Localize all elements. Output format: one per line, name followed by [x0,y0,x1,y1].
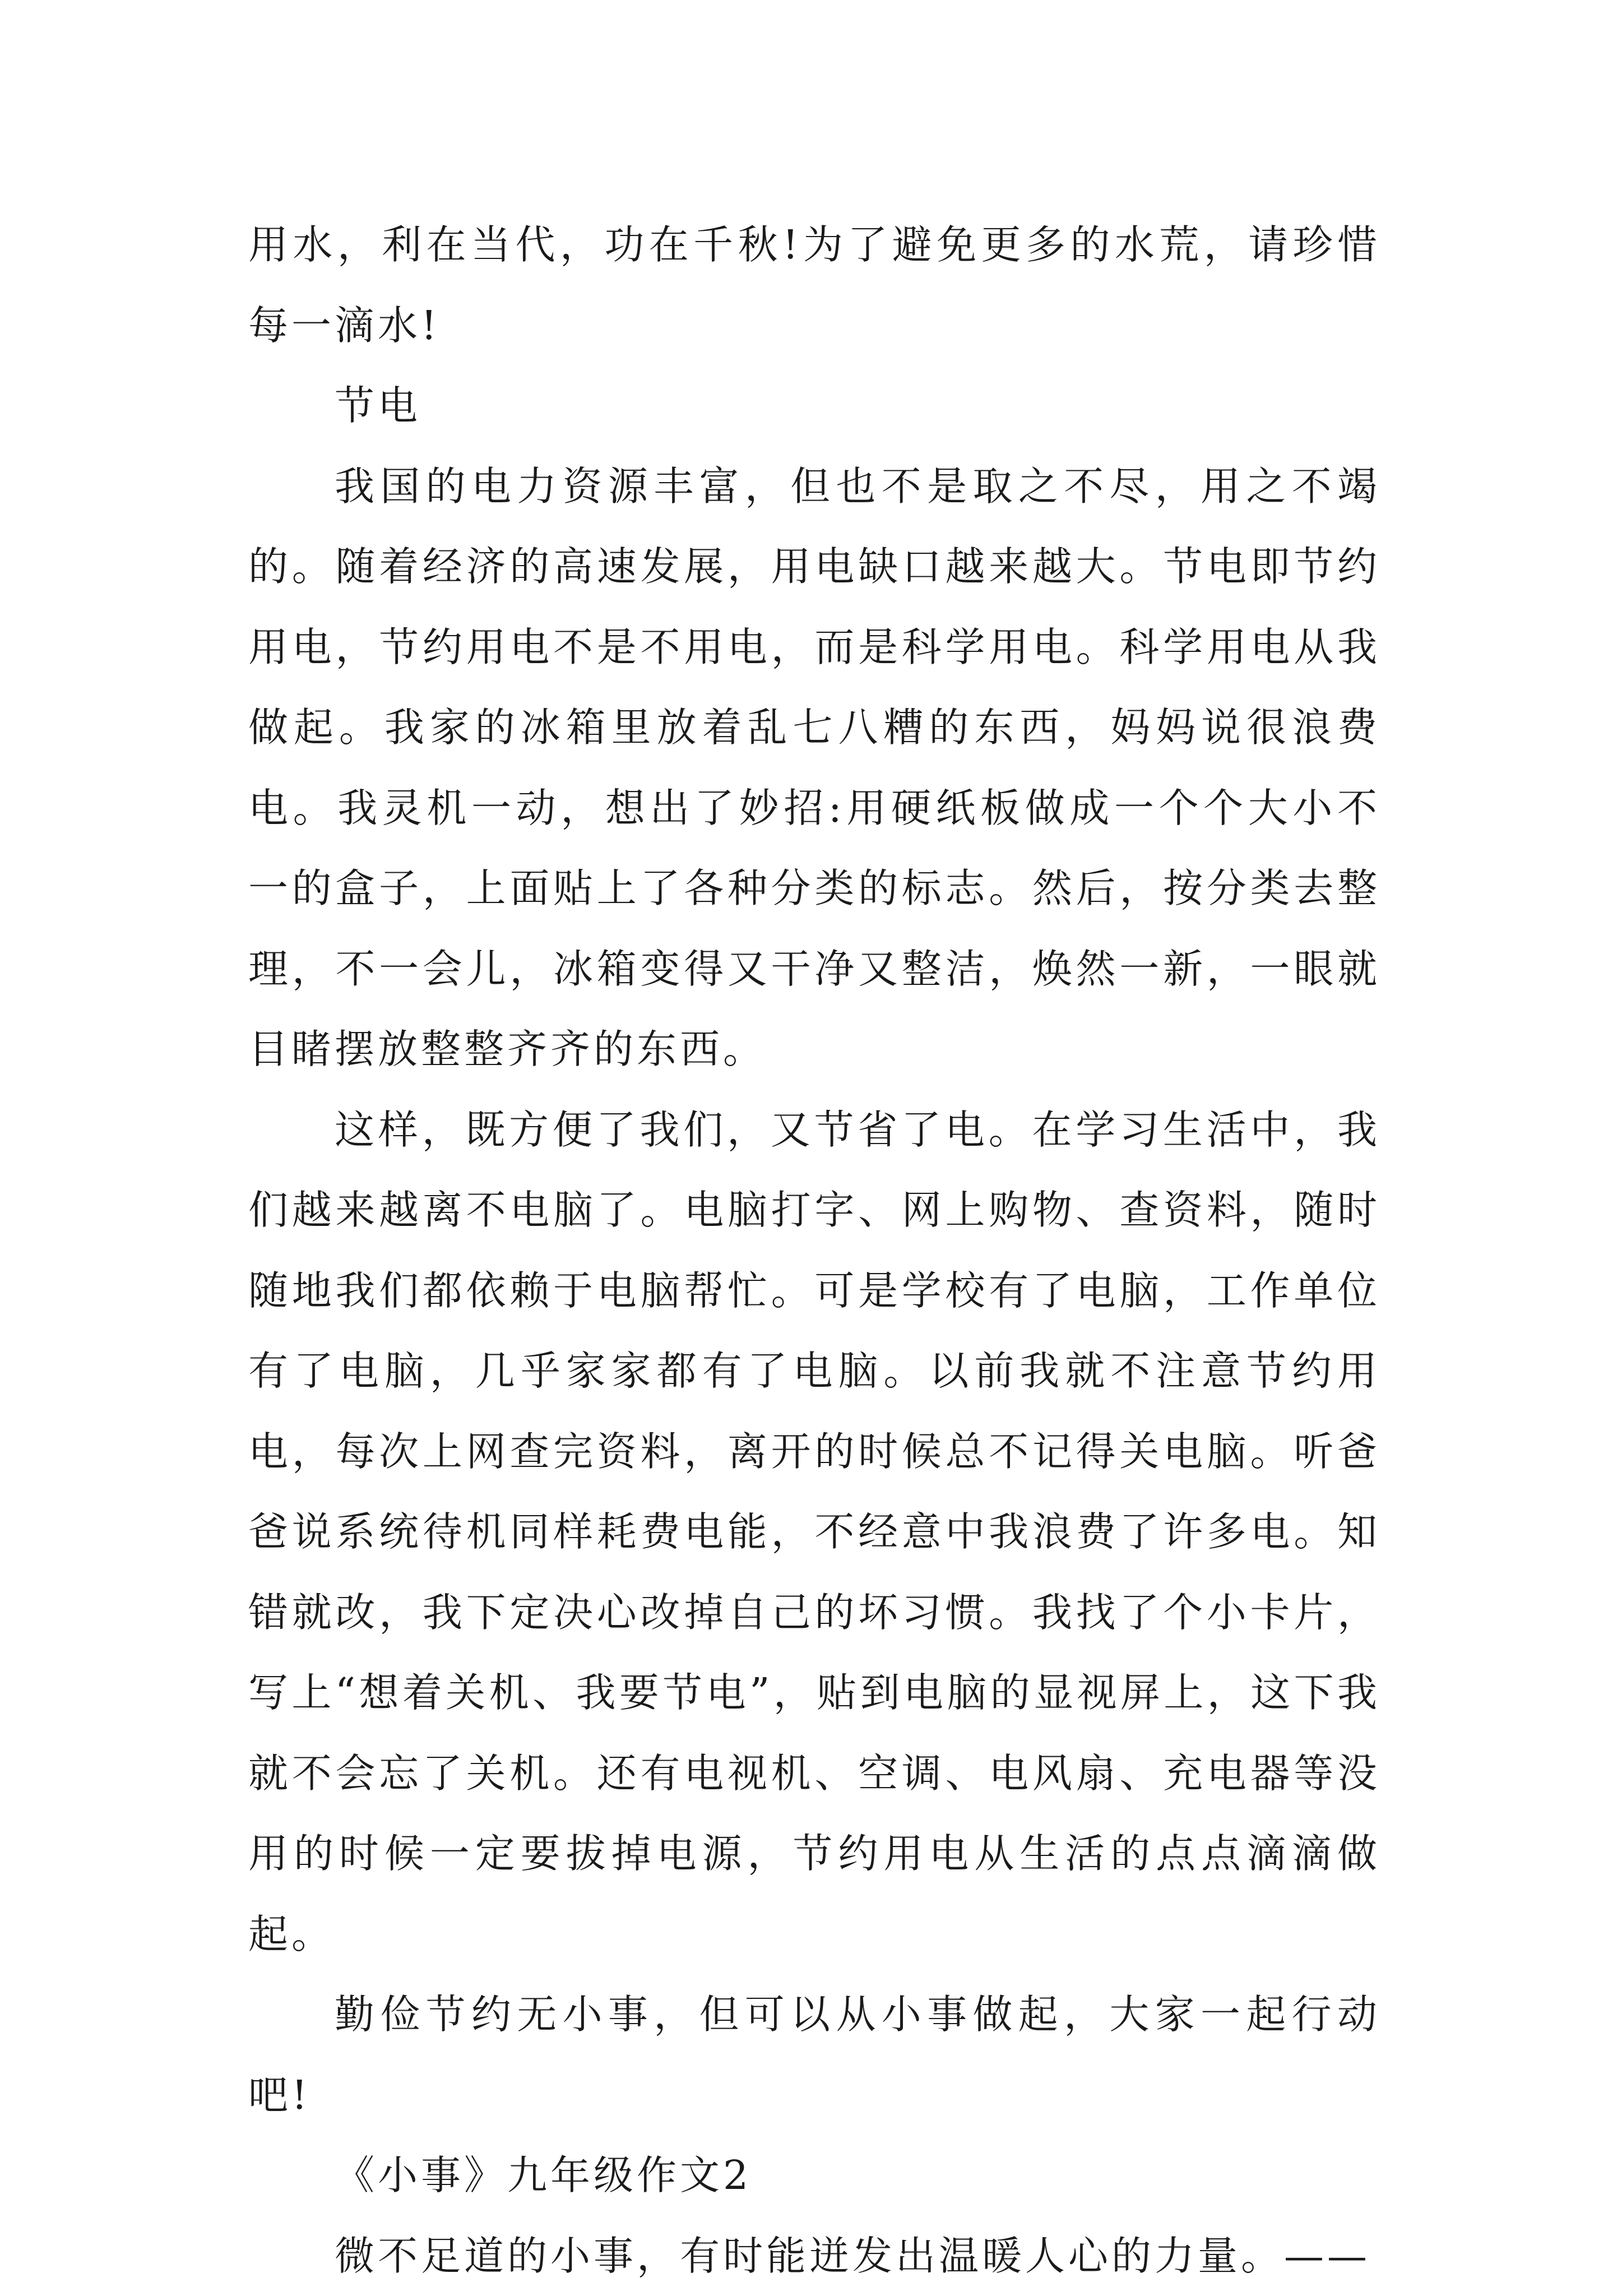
paragraph-closing-water: 用水，利在当代，功在千秋!为了避免更多的水荒，请珍惜每一滴水! [248,205,1380,365]
paragraph-computer-habits: 这样，既方便了我们，又节省了电。在学习生活中，我们越来越离不电脑了。电脑打字、网上购物、查资料，随时随地我们都依赖于电脑帮忙。可是学校有了电脑，工作单位有了电脑，几乎家家都有了电脑。以前我就不注意节约用电，每次上网查完资料，离开的时候总不记得关电脑。听爸爸说系统待机同样耗费电能，不经意中我浪费了许多电。知错就改，我下定决心改掉自己的坏习惯。我找了个小卡片，写上“想着关机、我要节电”，贴到电脑的显视屏上，这下我就不会忘了关机。还有电视机、空调、电风扇、充电器等没用的时候一定要拔掉电源，节约用电从生活的点点滴滴做起。 [248,1090,1380,1975]
document-body [248,205,1380,2296]
essay-title: 《小事》九年级作文2 [248,2135,1380,2216]
section-heading-save-electricity: 节电 [248,365,1380,446]
paragraph-conclusion: 勤俭节约无小事，但可以从小事做起，大家一起行动吧! [248,1974,1380,2135]
paragraph-essay-opening: 微不足道的小事，有时能迸发出温暖人心的力量。—— [248,2216,1380,2296]
paragraph-electricity-resources: 我国的电力资源丰富，但也不是取之不尽，用之不竭的。随着经济的高速发展，用电缺口越来越大。节电即节约用电，节约用电不是不用电，而是科学用电。科学用电从我做起。我家的冰箱里放着乱七八糟的东西，妈妈说很浪费电。我灵机一动，想出了妙招:用硬纸板做成一个个大小不一的盒子，上面贴上了各种分类的标志。然后，按分类去整理，不一会儿，冰箱变得又干净又整洁，焕然一新，一眼就目睹摆放整整齐齐的东西。 [248,446,1380,1090]
